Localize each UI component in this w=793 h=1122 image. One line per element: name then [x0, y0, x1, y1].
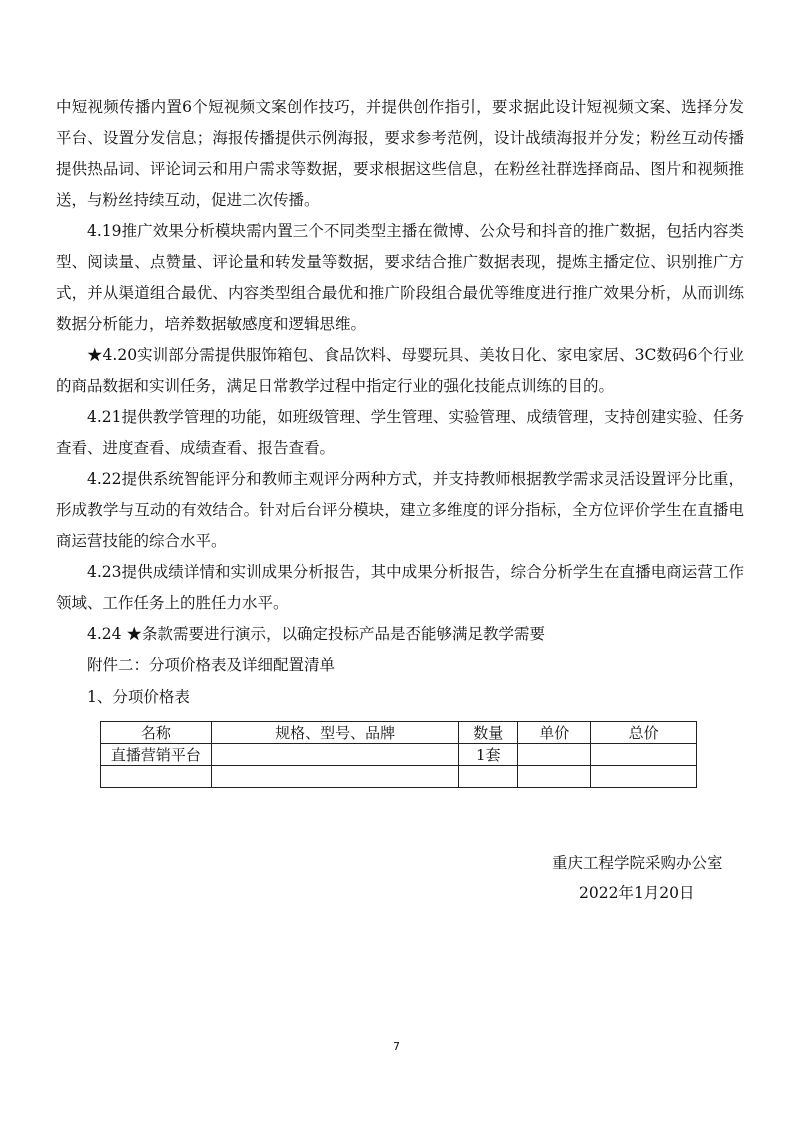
- annex-title: 附件二：分项价格表及详细配置清单: [87, 656, 336, 674]
- table-header-cell: 总价: [591, 722, 697, 744]
- paragraph-4-23: 4.23提供成绩详情和实训成果分析报告，其中成果分析报告，综合分析学生在直播电商运营工作领域、工作任务上的胜任力水平。: [56, 563, 744, 612]
- paragraph-4-22: 4.22提供系统智能评分和教师主观评分两种方式，并支持教师根据教学需求灵活设置评分比重，形成教学与互动的有效结合。针对后台评分模块，建立多维度的评分指标，全方位评价学生在直播电商运营技能的综合水平。: [56, 470, 744, 550]
- table-cell: [591, 744, 697, 766]
- table-cell: [591, 766, 697, 788]
- table-row: [101, 744, 697, 766]
- paragraph-4-19: 4.19推广效果分析模块需内置三个不同类型主播在微博、公众号和抖音的推广数据，包括内容类型、阅读量、点赞量、评论量和转发量等数据，要求结合推广数据表现，提炼主播定位、识别推广方式，并从渠道组合最优、内容类型组合最优和推广阶段组合最优等维度进行推广效果分析，从而训练数据分析能力，培养数据敏感度和逻辑思维。: [56, 222, 744, 333]
- section-title: 1、分项价格表: [87, 688, 190, 706]
- table-cell: [211, 766, 459, 788]
- page-number: 7: [393, 1040, 400, 1053]
- table-header-cell: 规格、型号、品牌: [211, 722, 459, 744]
- paragraph-intro: 中短视频传播内置6个短视频文案创作技巧，并提供创作指引，要求据此设计短视频文案、选择分发平台、设置分发信息；海报传播提供示例海报，要求参考范例，设计战绩海报并分发；粉丝互动传播提供热品词、评论词云和用户需求等数据，要求根据这些信息，在粉丝社群选择商品、图片和视频推送，与粉丝持续互动，促进二次传播。: [56, 98, 744, 209]
- table-cell: [459, 766, 518, 788]
- table-cell: [518, 744, 591, 766]
- signature-org: 重庆工程学院采购办公室: [552, 854, 723, 872]
- table-header-cell: 数量: [459, 722, 518, 744]
- table-cell: [211, 744, 459, 766]
- table-header-cell: 单价: [518, 722, 591, 744]
- table-header-cell: 名称: [101, 722, 212, 744]
- table-row: [101, 766, 697, 788]
- paragraph-4-21: 4.21提供教学管理的功能，如班级管理、学生管理、实验管理、成绩管理，支持创建实验、任务查看、进度查看、成绩查看、报告查看。: [56, 408, 744, 457]
- paragraph-4-20: ★4.20实训部分需提供服饰箱包、食品饮料、母婴玩具、美妆日化、家电家居、3C数码6个行业的商品数据和实训任务，满足日常教学过程中指定行业的强化技能点训练的目的。: [56, 346, 744, 395]
- table-cell: [518, 766, 591, 788]
- table-cell: 1套: [459, 744, 518, 766]
- price-table: [100, 721, 697, 788]
- table-header-row: [101, 722, 697, 744]
- table-cell: [101, 766, 212, 788]
- paragraph-4-24: 4.24 ★条款需要进行演示，以确定投标产品是否能够满足教学需要: [87, 625, 545, 643]
- signature-date: 2022年1月20日: [579, 884, 695, 902]
- table-cell: 直播营销平台: [101, 744, 212, 766]
